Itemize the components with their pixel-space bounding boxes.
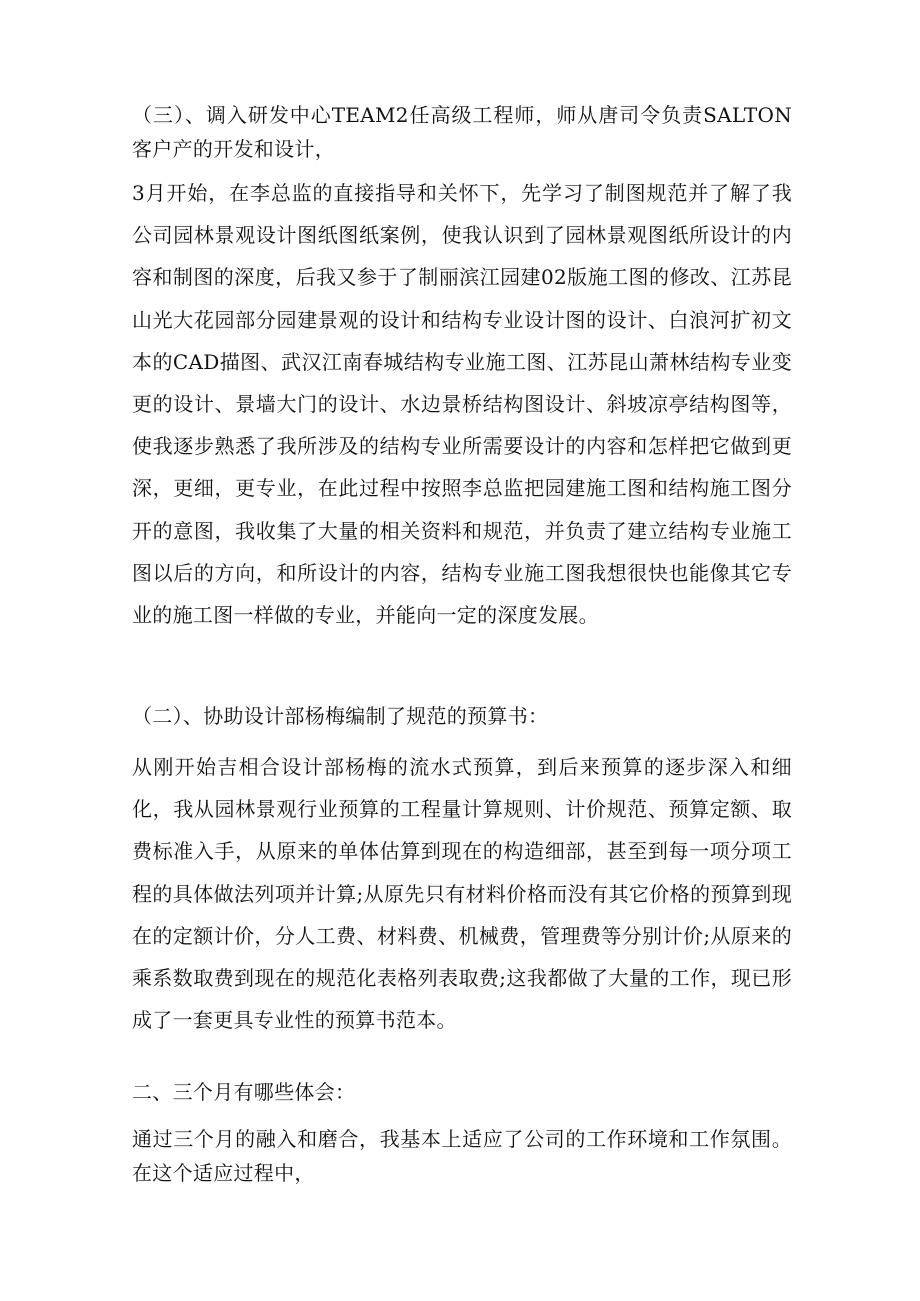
part-heading-2: 二、三个月有哪些体会：	[132, 1080, 356, 1104]
paragraph-budget-work: 从刚开始吉相合设计部杨梅的流水式预算，到后来预算的逐步深入和细化，我从园林景观行业预算的工程量计算规则、计价规范、预算定额、取费标准入手，从原来的单体估算到现在的构造细部，甚至到每一项分项工程的具体做法列项并计算;从原先只有材料价格而没有其它价格的预算到现在的定额计价，分人工费、材料费、机械费，管理费等分别计价;从原来的乘系数取费到现在的规范化表格列表取费;这我都做了大量的工作，现已形成了一套更具专业性的预算书范本。	[132, 755, 792, 1033]
paragraph-design-work: 3月开始，在李总监的直接指导和关怀下，先学习了制图规范并了解了我公司园林景观设计图纸图纸案例，使我认识到了园林景观图纸所设计的内容和制图的深度，后我又参于了制丽滨江园建02版施工图的修改、江苏昆山光大花园部分园建景观的设计和结构专业设计图的设计、白浪河扩初文本的CAD描图、武汉江南春城结构专业施工图、江苏昆山萧林结构专业变更的设计、景墙大门的设计、水边景桥结构图设计、斜坡凉亭结构图等，使我逐步熟悉了我所涉及的结构专业所需要设计的内容和怎样把它做到更深，更细，更专业，在此过程中按照李总监把园建施工图和结构施工图分开的意图，我收集了大量的相关资料和规范，并负责了建立结构专业施工图以后的方向，和所设计的内容，结构专业施工图我想很快也能像其它专业的施工图一样做的专业，并能向一定的深度发展。	[132, 181, 792, 628]
paragraph-reflections: 通过三个月的融入和磨合，我基本上适应了公司的工作环境和工作氛围。在这个适应过程中，	[132, 1127, 792, 1185]
section-heading-3: （三）、调入研发中心TEAM2任高级工程师，师从唐司令负责SALTON客户产的开发和设计，	[132, 103, 792, 161]
section-heading-2: （二）、协助设计部杨梅编制了规范的预算书：	[132, 704, 549, 728]
